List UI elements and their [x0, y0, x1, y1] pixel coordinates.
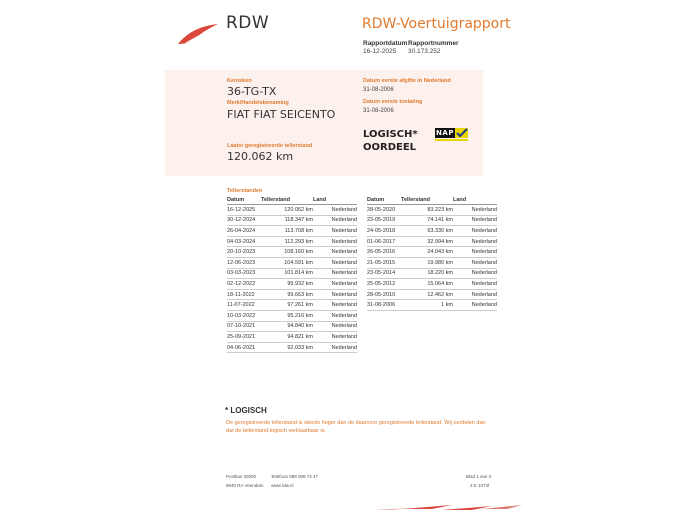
table-row [227, 226, 357, 237]
table-row [367, 205, 497, 216]
reading-country: Nederland [313, 236, 357, 247]
reading-country: Nederland [313, 332, 357, 343]
report-date-label: Rapportdatum [363, 40, 408, 47]
vehicle-panel [165, 70, 483, 176]
first-admission-label: Datum eerste toelating [363, 99, 423, 105]
reading-odometer: 12.462 km [401, 289, 453, 300]
reading-date: 23-05-2019 [367, 215, 401, 226]
footer-page-number: Blad 1 van 3 [466, 474, 492, 479]
reading-date: 04-03-2024 [227, 236, 261, 247]
footnote-title: * LOGISCH [225, 406, 267, 415]
reading-country: Nederland [453, 268, 497, 279]
reading-odometer: 113.708 km [261, 226, 313, 237]
table-header-row [367, 196, 497, 205]
reading-country: Nederland [453, 247, 497, 258]
reading-date: 12-06-2023 [227, 257, 261, 268]
reading-date: 28-05-2020 [367, 205, 401, 216]
nap-logo [435, 128, 467, 141]
reading-country: Nederland [453, 300, 497, 311]
reading-odometer: 32.994 km [401, 236, 453, 247]
reading-odometer: 104.591 km [261, 257, 313, 268]
report-date: 16-12-2025 [363, 48, 397, 55]
readings-table-left [227, 196, 357, 353]
reading-country: Nederland [313, 300, 357, 311]
nap-underline [435, 139, 468, 141]
table-row [227, 279, 357, 290]
rdw-logo-icon [176, 22, 220, 46]
reading-country: Nederland [453, 257, 497, 268]
table-row [227, 289, 357, 300]
footer-code: 3 E 1073f [470, 483, 490, 488]
reading-date: 26-05-2016 [367, 247, 401, 258]
table-row [227, 321, 357, 332]
reading-odometer: 74.141 km [401, 215, 453, 226]
reading-odometer: 94.840 km [261, 321, 313, 332]
table-row [227, 247, 357, 258]
reading-odometer: 118.347 km [261, 215, 313, 226]
table-row [227, 205, 357, 216]
col-country-header: Land [453, 196, 497, 205]
table-row [367, 268, 497, 279]
reading-country: Nederland [453, 226, 497, 237]
readings-table-right [367, 196, 497, 311]
table-row [227, 310, 357, 321]
reading-country: Nederland [313, 321, 357, 332]
reading-odometer: 94.821 km [261, 332, 313, 343]
table-row [367, 300, 497, 311]
first-nl-label: Datum eerste afgifte in Nederland [363, 78, 451, 84]
reading-date: 30-12-2024 [227, 215, 261, 226]
reading-country: Nederland [453, 289, 497, 300]
reading-date: 03-03-2023 [227, 268, 261, 279]
table-row [367, 257, 497, 268]
footer-postbus: Postbus 30000 [226, 474, 257, 479]
reading-date: 23-05-2014 [367, 268, 401, 279]
reading-date: 25-05-2012 [367, 279, 401, 290]
reading-odometer: 99.932 km [261, 279, 313, 290]
reading-date: 07-10-2021 [227, 321, 261, 332]
first-admission-date: 31-08-2006 [363, 108, 394, 114]
table-row [227, 300, 357, 311]
col-date-header: Datum [367, 196, 401, 205]
reading-odometer: 120.062 km [261, 205, 313, 216]
reading-odometer: 1 km [401, 300, 453, 311]
plate-label: Kenteken [227, 78, 252, 84]
reading-date: 21-05-2015 [367, 257, 401, 268]
reading-odometer: 99.663 km [261, 289, 313, 300]
reading-date: 24-05-2018 [367, 226, 401, 237]
reading-country: Nederland [313, 226, 357, 237]
reading-date: 25-09-2021 [227, 332, 261, 343]
footnote-text: De geregistreerde tellerstand is steeds hoger dan de daarvoor geregistreerde tellerstand. Wij oordelen dan dat de tellerstand logisch verklaarbaar is. [226, 420, 486, 434]
reading-country: Nederland [453, 205, 497, 216]
reading-date: 11-07-2022 [227, 300, 261, 311]
reading-date: 28-05-2010 [367, 289, 401, 300]
table-row [367, 247, 497, 258]
reading-odometer: 108.160 km [261, 247, 313, 258]
reading-odometer: 97.261 km [261, 300, 313, 311]
readings-title: Tellerstanden [227, 188, 263, 194]
reading-date: 02-12-2022 [227, 279, 261, 290]
odometer-label: Laatst geregistreerde tellerstand [227, 143, 313, 149]
reading-country: Nederland [313, 279, 357, 290]
make-label: Merk/Handelsbenaming [227, 100, 289, 106]
col-country-header: Land [313, 196, 357, 205]
reading-country: Nederland [313, 310, 357, 321]
reading-country: Nederland [313, 215, 357, 226]
table-row [367, 226, 497, 237]
table-row [227, 332, 357, 343]
reading-country: Nederland [313, 257, 357, 268]
reading-odometer: 101.814 km [261, 268, 313, 279]
col-odometer-header: Tellerstand [261, 196, 313, 205]
reading-country: Nederland [453, 236, 497, 247]
reading-date: 31-08-2006 [367, 300, 401, 311]
reading-odometer: 63.330 km [401, 226, 453, 237]
reading-odometer: 24.043 km [401, 247, 453, 258]
verdict-line-1: LOGISCH* [363, 129, 418, 140]
table-row [227, 342, 357, 353]
reading-country: Nederland [313, 247, 357, 258]
table-row [227, 215, 357, 226]
reading-date: 20-10-2023 [227, 247, 261, 258]
reading-date: 01-06-2017 [367, 236, 401, 247]
table-row [367, 289, 497, 300]
reading-odometer: 15.064 km [401, 279, 453, 290]
reading-odometer: 18.220 km [401, 268, 453, 279]
license-plate: 36-TG-TX [227, 85, 277, 98]
reading-odometer: 19.980 km [401, 257, 453, 268]
footer-city: 9640 RA Veendam [226, 483, 264, 488]
report-number: 30.173.252 [408, 48, 441, 55]
checkmark-icon [455, 127, 469, 139]
reading-country: Nederland [313, 289, 357, 300]
table-row [227, 268, 357, 279]
reading-odometer: 95.216 km [261, 310, 313, 321]
reading-country: Nederland [313, 268, 357, 279]
footer-phone: Telefoon 088 008 74 47 [271, 474, 319, 479]
first-nl-date: 31-08-2006 [363, 87, 394, 93]
verdict-line-2: OORDEEL [363, 142, 417, 153]
report-title: RDW-Voertuigrapport [362, 16, 511, 32]
reading-date: 10-03-2022 [227, 310, 261, 321]
reading-odometer: 83.223 km [401, 205, 453, 216]
odometer-value: 120.062 km [227, 150, 294, 163]
table-row [367, 236, 497, 247]
table-row [367, 279, 497, 290]
reading-date: 16-12-2025 [227, 205, 261, 216]
brand-name: RDW [226, 13, 270, 33]
reading-odometer: 92.033 km [261, 342, 313, 353]
table-header-row [227, 196, 357, 205]
nap-logo-text: NAP [436, 129, 454, 137]
vehicle-make: FIAT FIAT SEICENTO [227, 108, 336, 121]
table-row [227, 257, 357, 268]
reading-date: 04-06-2021 [227, 342, 261, 353]
reading-date: 26-04-2024 [227, 226, 261, 237]
reading-odometer: 112.293 km [261, 236, 313, 247]
table-row [367, 215, 497, 226]
col-odometer-header: Tellerstand [401, 196, 453, 205]
reading-country: Nederland [313, 205, 357, 216]
reading-country: Nederland [313, 342, 357, 353]
footer-website[interactable]: www.rdw.nl [271, 483, 294, 488]
table-row [227, 236, 357, 247]
decorative-stripe-icon [372, 503, 522, 511]
verdict [363, 128, 418, 154]
col-date-header: Datum [227, 196, 261, 205]
reading-date: 18-11-2022 [227, 289, 261, 300]
reading-country: Nederland [453, 215, 497, 226]
reading-country: Nederland [453, 279, 497, 290]
report-number-label: Rapportnummer [408, 40, 459, 47]
